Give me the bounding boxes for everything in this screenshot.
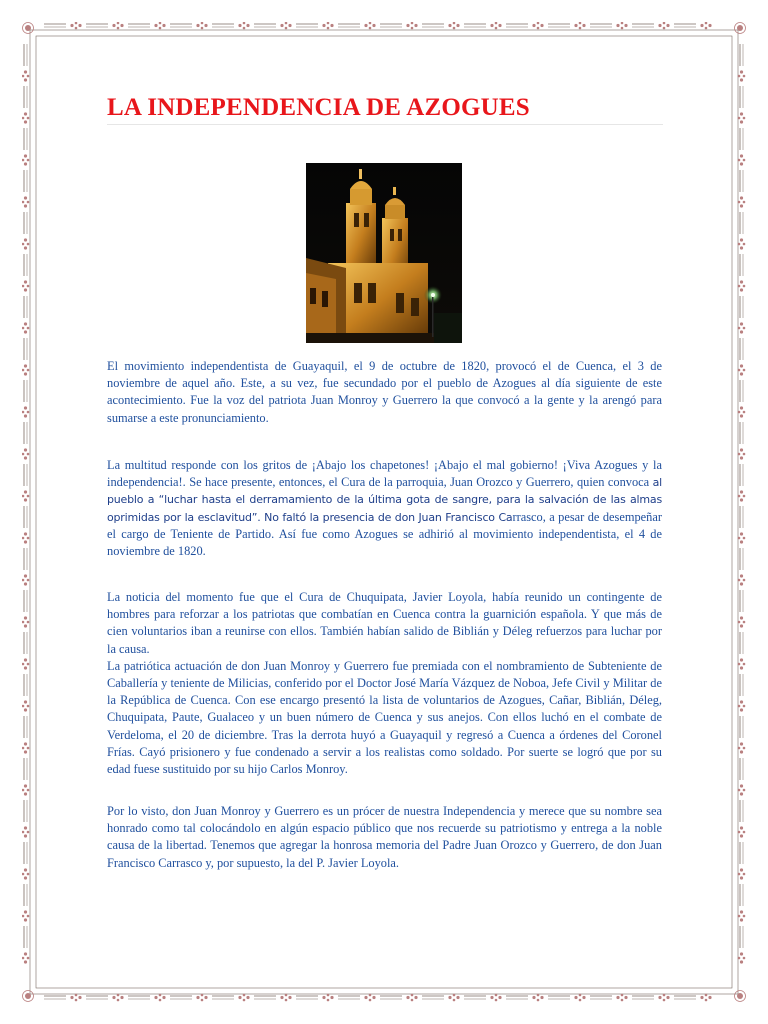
- paragraph-multitud: [107, 457, 662, 560]
- paragraphs-noticia-block: [107, 589, 662, 778]
- paragraph-conclusion: Por lo visto, don Juan Monroy y Guerrero es un prócer de nuestra Independencia y merece que su nombre sea honrado como tal colocándolo en algún espacio público que nos recuerde su patriotismo y entrega a la noble causa de la libertad. Tenemos que agregar la honrosa memoria del Padre Juan Orozco y Guerrero, de don Juan Francisco Carrasco y, por supuesto, la del P. Javier Loyola.: [107, 804, 662, 870]
- paragraph-multitud-quote: al pueblo a “luchar hasta el derramamiento de la última gota de sangre, para la salvación de las almas oprimidas por la esclavitud”. No faltó la presencia de don Juan Francisco Ca: [107, 476, 662, 524]
- paragraph-noticia: La noticia del momento fue que el Cura de Chuquipata, Javier Loyola, había reunido un contingente de hombres para reforzar a los patriotas que combatían en Cuenca contra la guarnición española. Y que más de cien voluntarios iban a reunirse con ellos. También habían salido de Biblián y Déleg refuerzos para luchar por la causa.: [107, 590, 662, 656]
- document-title: LA INDEPENDENCIA DE AZOGUES: [107, 94, 530, 121]
- paragraph-guayaquil-cuenca: El movimiento independentista de Guayaquil, el 9 de octubre de 1820, provocó el de Cuenca, el 3 de noviembre de aquel año. Este, a su vez, fue secundado por el pueblo de Azogues al día siguiente de este acontecimiento. Fue la voz del patriota Juan Monroy y Guerrero la que convocó a la gente y la arengó para sumarse a este pronunciamiento.: [107, 359, 662, 425]
- paragraph-actuacion: La patriótica actuación de don Juan Monroy y Guerrero fue premiada con el nombramiento de Subteniente de Caballería y teniente de Milicias, conferido por el Doctor José María Vázquez de Noboa, Jefe Civil y Militar de la República de Cuenca. Con ese encargo presentó la lista de voluntarios de Azogues, Cañar, Biblián, Déleg, Chuquipata, Paute, Gualaceo y un buen número de Cuenca y sus anejos. Con ellos luchó en el combate de Verdeloma, el 20 de diciembre. Tras la derrota huyó a Guayaquil y regresó a Cuenca a órdenes del Coronel Frías. Cayó prisionero y fue condenado a servir a los realistas como soldado. Por suerte se logró que por su edad fuese sustituido por su hijo Carlos Monroy.: [107, 658, 662, 777]
- cathedral-night-photo: [306, 163, 462, 343]
- paragraph-multitud-part1: La multitud responde con los gritos de ¡Abajo los chapetones! ¡Abajo el mal gobierno! ¡Viva Azogues y la independencia!. Se hace presente, entonces, el Cura de la parroquia, Juan Orozco y Guerrero, quien convoca: [107, 458, 662, 490]
- title-divider: [107, 124, 663, 125]
- paragraph-multitud-part3: rrasco, a pesar de desempeñar el cargo de Teniente de Partido. Así fue como Azogues se adhirió al movimiento independentista, el 4 de noviembre de 1820.: [107, 509, 663, 559]
